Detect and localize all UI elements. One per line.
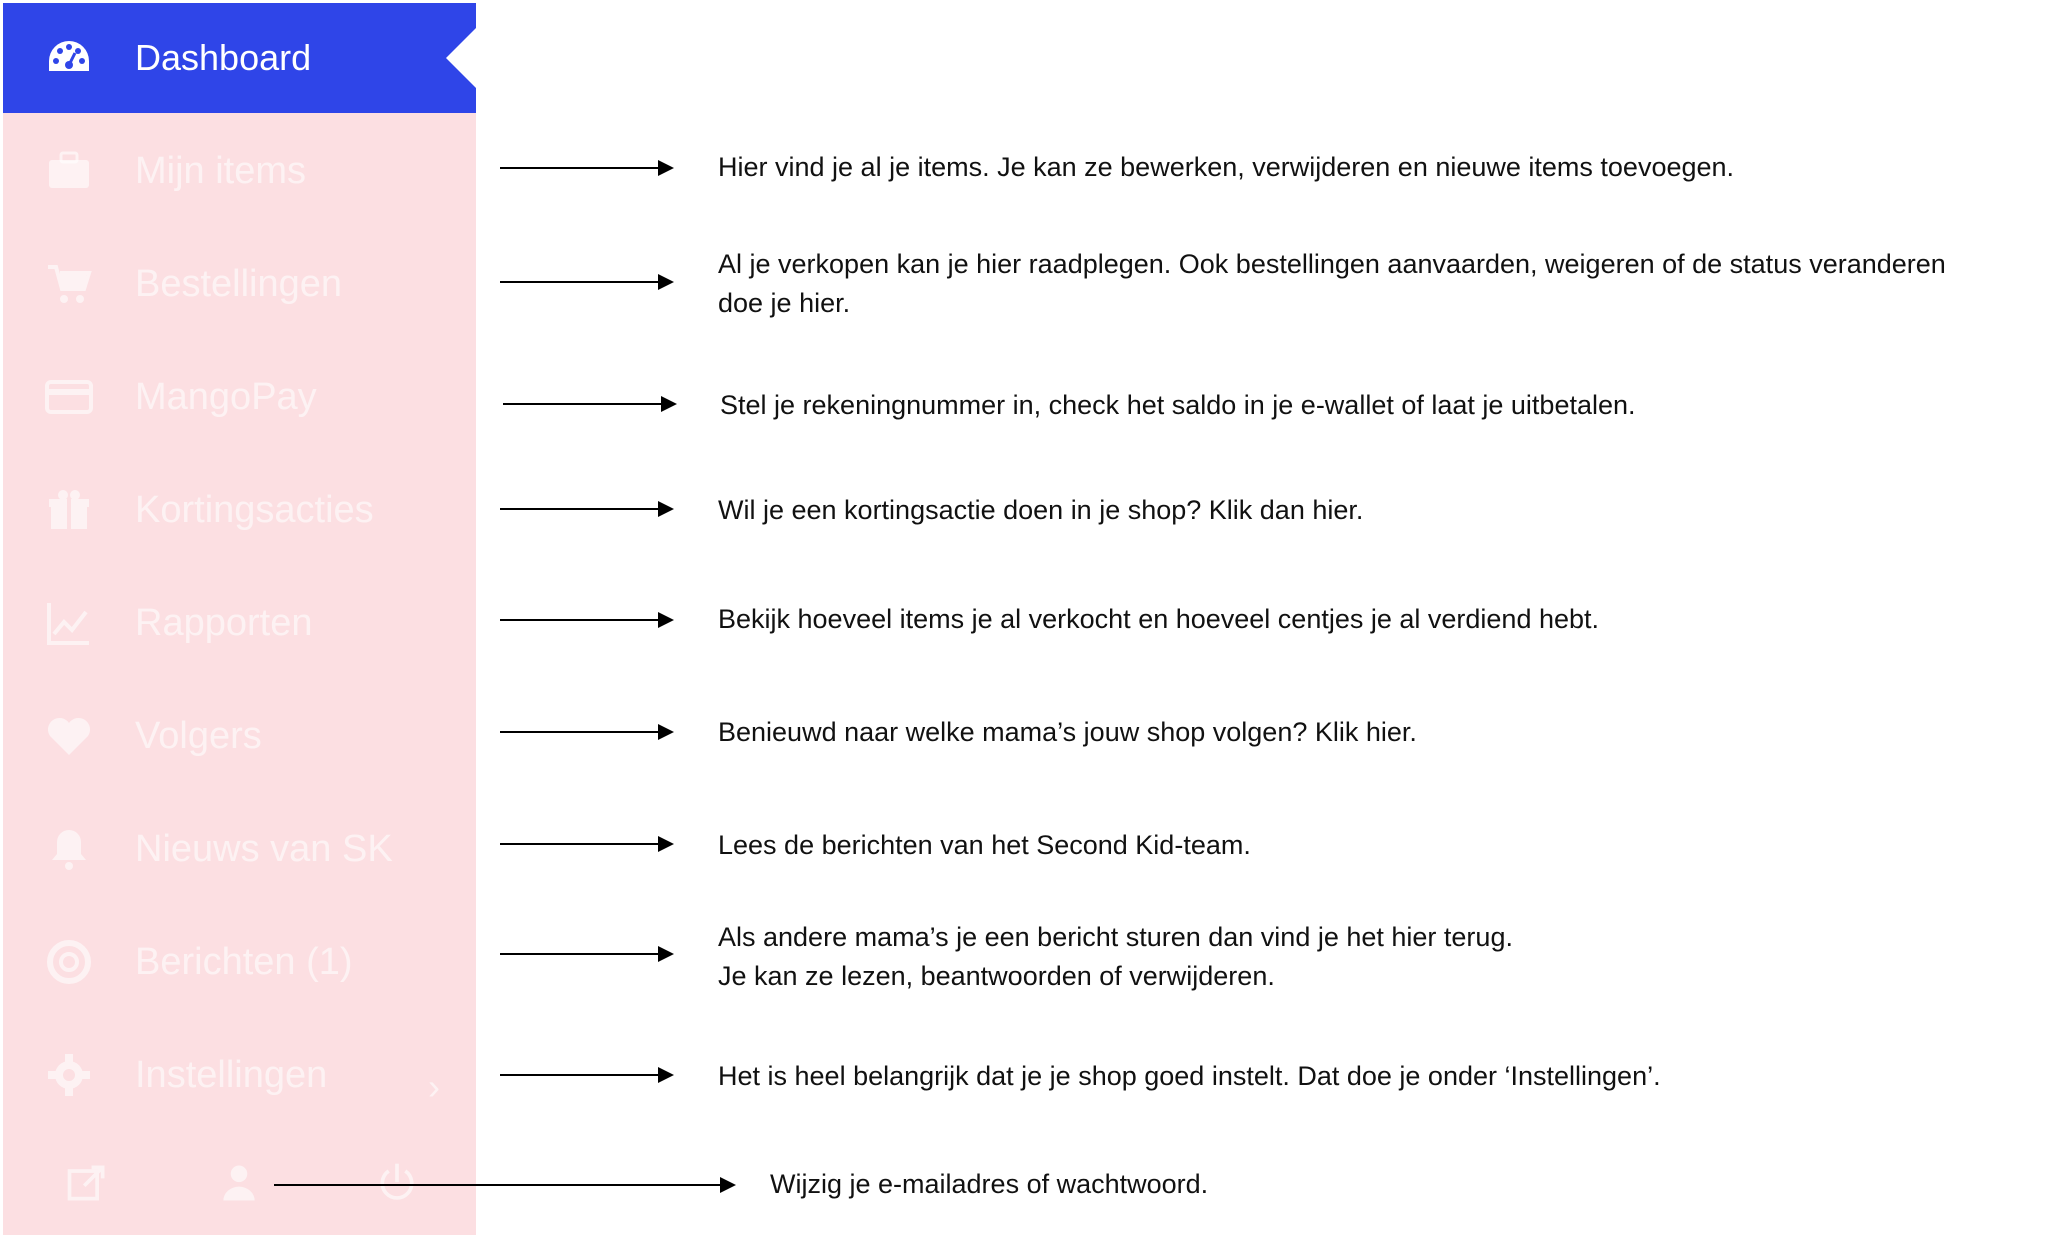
sidebar-item-label: Nieuws van SK — [135, 827, 393, 870]
cart-icon — [41, 256, 97, 312]
sidebar-item-mijn-items[interactable] — [3, 116, 476, 226]
external-link-icon[interactable] — [59, 1155, 115, 1211]
arrow-mangopay — [503, 403, 675, 405]
note-mangopay: Stel je rekeningnummer in, check het saldo in je e-wallet of laat je uitbetalen. — [720, 390, 1636, 420]
sidebar-footer — [3, 1133, 476, 1233]
note-nieuws: Lees de berichten van het Second Kid-team. — [718, 830, 1251, 860]
arrow-instellingen — [500, 1074, 672, 1076]
arrow-account — [274, 1184, 734, 1186]
arrow-berichten — [500, 953, 672, 955]
arrow-mijn-items — [500, 167, 672, 169]
note-account: Wijzig je e-mailadres of wachtwoord. — [770, 1169, 1209, 1199]
arrow-bestellingen — [500, 281, 672, 283]
gear-icon — [41, 1047, 97, 1103]
note-berichten-line1: Als andere mama’s je een bericht sturen dan vind je het hier terug. — [718, 922, 1513, 952]
sidebar-item-label: MangoPay — [135, 375, 317, 418]
sidebar-item-volgers[interactable] — [3, 681, 476, 791]
note-rapporten: Bekijk hoeveel items je al verkocht en hoeveel centjes je al verdiend hebt. — [718, 604, 1600, 634]
sidebar-item-label: Dashboard — [135, 37, 312, 78]
sidebar-item-label: Mijn items — [135, 149, 307, 192]
sidebar-item-label: Kortingsacties — [135, 488, 374, 531]
power-icon[interactable] — [369, 1155, 425, 1211]
dashboard-icon — [41, 30, 97, 86]
heart-icon — [41, 708, 97, 764]
note-kortingsacties: Wil je een kortingsactie doen in je shop? Klik dan hier. — [718, 495, 1364, 525]
active-indicator — [446, 28, 476, 88]
note-bestellingen-line2: doe je hier. — [718, 288, 851, 318]
sidebar — [3, 3, 476, 1235]
sidebar-item-dashboard[interactable] — [3, 3, 476, 113]
sidebar-item-label: Berichten (1) — [135, 940, 353, 983]
note-mijn-items: Hier vind je al je items. Je kan ze bewerken, verwijderen en nieuwe items toevoegen. — [718, 152, 1735, 182]
chart-icon — [41, 595, 97, 651]
arrow-nieuws — [500, 843, 672, 845]
sidebar-item-nieuws[interactable] — [3, 794, 476, 904]
arrow-rapporten — [500, 619, 672, 621]
sidebar-item-label: Rapporten — [135, 601, 313, 644]
arrow-volgers — [500, 731, 672, 733]
sidebar-item-bestellingen[interactable] — [3, 229, 476, 339]
briefcase-icon — [41, 143, 97, 199]
gift-icon — [41, 482, 97, 538]
sidebar-item-label: Instellingen — [135, 1053, 328, 1096]
note-volgers: Benieuwd naar welke mama’s jouw shop volgen? Klik hier. — [718, 717, 1417, 747]
sidebar-item-rapporten[interactable] — [3, 568, 476, 678]
note-instellingen: Het is heel belangrijk dat je je shop goed instelt. Dat doe je onder ‘Instellingen’. — [718, 1061, 1661, 1091]
note-bestellingen-line1: Al je verkopen kan je hier raadplegen. Ook bestellingen aanvaarden, weigeren of de status veranderen — [718, 249, 1946, 279]
sidebar-item-berichten[interactable] — [3, 907, 476, 1017]
sidebar-item-label: Bestellingen — [135, 262, 343, 305]
sidebar-item-instellingen[interactable] — [3, 1020, 476, 1130]
chevron-right-icon: › — [428, 1066, 440, 1107]
sidebar-item-label: Volgers — [135, 714, 262, 757]
sidebar-item-kortingsacties[interactable] — [3, 455, 476, 565]
arrow-kortingsacties — [500, 508, 672, 510]
bell-icon — [41, 821, 97, 877]
credit-card-icon — [41, 369, 97, 425]
lifebuoy-icon — [41, 934, 97, 990]
note-berichten-line2: Je kan ze lezen, beantwoorden of verwijderen. — [718, 961, 1275, 991]
user-icon[interactable] — [211, 1155, 267, 1211]
sidebar-item-mangopay[interactable] — [3, 342, 476, 452]
